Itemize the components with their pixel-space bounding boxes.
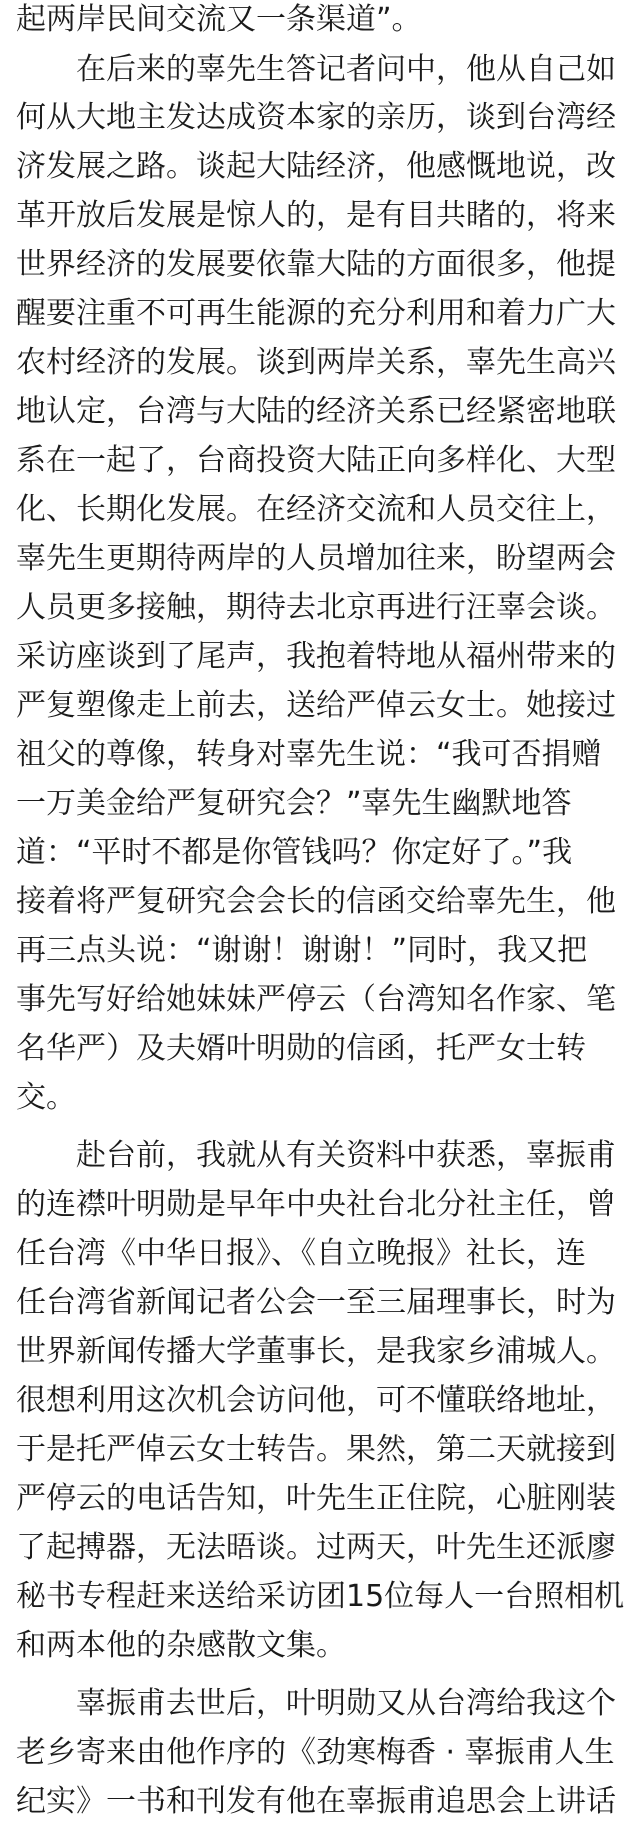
text-line: 于是托严倬云女士转告。果然，第二天就接到 (16, 1432, 616, 1467)
text-line: 很想利用这次机会访问他，可不懂联络地址， (16, 1383, 616, 1418)
text-line: 的连襟叶明勋是早年中央社台北分社主任，曾 (16, 1187, 616, 1222)
text-line: 世界经济的发展要依靠大陆的方面很多，他提 (16, 247, 616, 282)
text-line: 地认定，台湾与大陆的经济关系已经紧密地联 (16, 394, 616, 429)
text-line: 严停云的电话告知，叶先生正住院，心脏刚装 (16, 1481, 616, 1516)
text-line: 再三点头说：“谢谢！谢谢！”同时，我又把 (16, 933, 588, 968)
paragraph-start-line: 赴台前，我就从有关资料中获悉，辜振甫 (76, 1138, 616, 1173)
text-line: 一万美金给严复研究会？”辜先生幽默地答 (16, 786, 572, 821)
text-line: 严复塑像走上前去，送给严倬云女士。她接过 (16, 688, 616, 723)
text-line: 醒要注重不可再生能源的充分利用和着力广大 (16, 296, 616, 331)
text-line: 何从大地主发达成资本家的亲历，谈到台湾经 (16, 100, 616, 135)
text-line: 革开放后发展是惊人的，是有目共睹的，将来 (16, 198, 616, 233)
text-line: 济发展之路。谈起大陆经济，他感慨地说，改 (16, 149, 616, 184)
text-line: 任台湾《中华日报》、《自立晚报》社长，连 (16, 1236, 586, 1271)
text-line: 辜先生更期待两岸的人员增加往来，盼望两会 (16, 541, 616, 576)
text-line: 人员更多接触，期待去北京再进行汪辜会谈。 (16, 590, 616, 625)
paragraph-start-line: 辜振甫去世后，叶明勋又从台湾给我这个 (76, 1686, 616, 1721)
text-line: 起两岸民间交流又一条渠道”。 (16, 2, 422, 37)
text-line: 纪实》一书和刊发有他在辜振甫追思会上讲话 (16, 1784, 616, 1819)
text-line: 化、长期化发展。在经济交流和人员交往上， (16, 492, 616, 527)
paragraph-start-line: 在后来的辜先生答记者问中，他从自己如 (76, 52, 616, 87)
text-line: 和两本他的杂感散文集。 (16, 1628, 346, 1663)
text-line: 秘书专程赶来送给采访团15位每人一台照相机 (16, 1579, 624, 1614)
text-line: 任台湾省新闻记者公会一至三届理事长，时为 (16, 1285, 616, 1320)
text-line: 世界新闻传播大学董事长，是我家乡浦城人。 (16, 1334, 616, 1369)
text-line: 采访座谈到了尾声，我抱着特地从福州带来的 (16, 639, 616, 674)
text-line: 接着将严复研究会会长的信函交给辜先生，他 (16, 884, 616, 919)
text-line: 系在一起了，台商投资大陆正向多样化、大型 (16, 443, 616, 478)
text-line: 老乡寄来由他作序的《劲寒梅香 · 辜振甫人生 (16, 1735, 615, 1770)
text-line: 了起搏器，无法晤谈。过两天，叶先生还派廖 (16, 1530, 616, 1565)
text-line: 道：“平时不都是你管钱吗？你定好了。”我 (16, 835, 573, 870)
text-line: 农村经济的发展。谈到两岸关系，辜先生高兴 (16, 345, 616, 380)
text-line: 名华严）及夫婿叶明勋的信函，托严女士转 (16, 1031, 586, 1066)
text-line: 交。 (16, 1080, 76, 1115)
text-line: 事先写好给她妹妹严停云（台湾知名作家、笔 (16, 982, 616, 1017)
text-line: 祖父的尊像，转身对辜先生说：“我可否捐赠 (16, 737, 602, 772)
